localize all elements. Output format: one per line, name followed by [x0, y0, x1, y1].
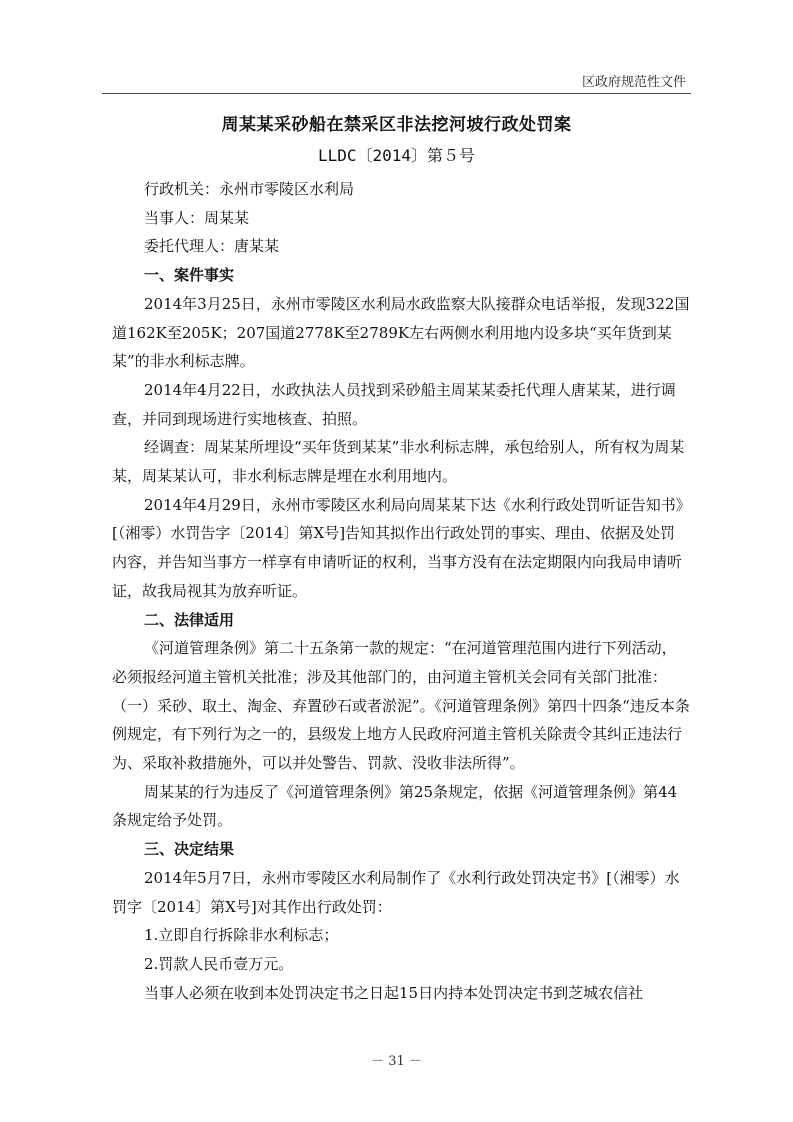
body-paragraph: 2014年3月25日，永州市零陵区水利局水政监察大队接群众电话举报，发现322国道162K至205K；207国道2778K至2789K左右两侧水利用地内设多块“买年货到某某”的非水利标志牌。: [112, 294, 690, 371]
body-paragraph: 2014年5月7日，永州市零陵区水利局制作了《水利行政处罚决定书》[（湘零）水罚字〔2014〕第X号]对其作出行政处罚：: [112, 868, 680, 916]
body-paragraph: 当事人必须在收到本处罚决定书之日起15日内持本处罚决定书到芝城农信社: [144, 983, 644, 1002]
body-paragraph: 2014年4月22日，水政执法人员找到采砂船主周某某委托代理人唐某某，进行调查，并同到现场进行实地核查、拍照。: [112, 380, 676, 428]
section-heading-decision: 三、决定结果: [144, 840, 235, 859]
body-paragraph: 经调查：周某某所埋设“买年货到某某”非水利标志牌，承包给别人，所有权为周某某，周某某认可，非水利标志牌是埋在水利用地内。: [112, 438, 685, 486]
section-heading-law: 二、法律适用: [144, 610, 235, 629]
list-item: 2.罚款人民币壹万元。: [144, 954, 294, 973]
document-title: 周某某采砂船在禁采区非法挖河坡行政处罚案: [221, 115, 572, 135]
section-heading-facts: 一、案件事实: [144, 266, 235, 285]
field-agent: 委托代理人：唐某某: [144, 237, 280, 256]
body-paragraph: 《河道管理条例》第二十五条第一款的规定：“在河道管理范围内进行下列活动，必须报经河道主管机关批准；涉及其他部门的，由河道主管机关会同有关部门批准：（一）采砂、取土、淘金、弃置砂石或者淤泥”。《河道管理条例》第四十四条“违反本条例规定，有下列行为之一的，县级发上地方人民政府河道主管机关除责令其纠正违法行为、采取补救措施外，可以并处警告、罚款、没收非法所得”。: [112, 639, 690, 773]
header-label: 区政府规范性文件: [581, 75, 686, 90]
body-paragraph: 2014年4月29日，永州市零陵区水利局向周某某下达《水利行政处罚听证告知书》[（湘零）水罚告字〔2014〕第X号]告知其拟作出行政处罚的事实、理由、依据及处罚内容，并告知当事方一样享有申请听证的权利，当事方没有在法定期限内向我局申请听证，故我局视其为放弃听证。: [112, 495, 684, 600]
list-item: 1.立即自行拆除非水利标志；: [144, 926, 339, 945]
field-party: 当事人：周某某: [144, 208, 250, 227]
document-body: [112, 175, 690, 1007]
case-number: LLDC〔2014〕第５号: [317, 146, 476, 165]
body-paragraph: 周某某的行为违反了《河道管理条例》第25条规定，依据《河道管理条例》第44条规定给予处罚。: [112, 782, 678, 830]
header-divider: [102, 93, 691, 94]
field-agency: 行政机关：永州市零陵区水利局: [144, 180, 355, 198]
page-number: － 31 －: [371, 1054, 422, 1069]
